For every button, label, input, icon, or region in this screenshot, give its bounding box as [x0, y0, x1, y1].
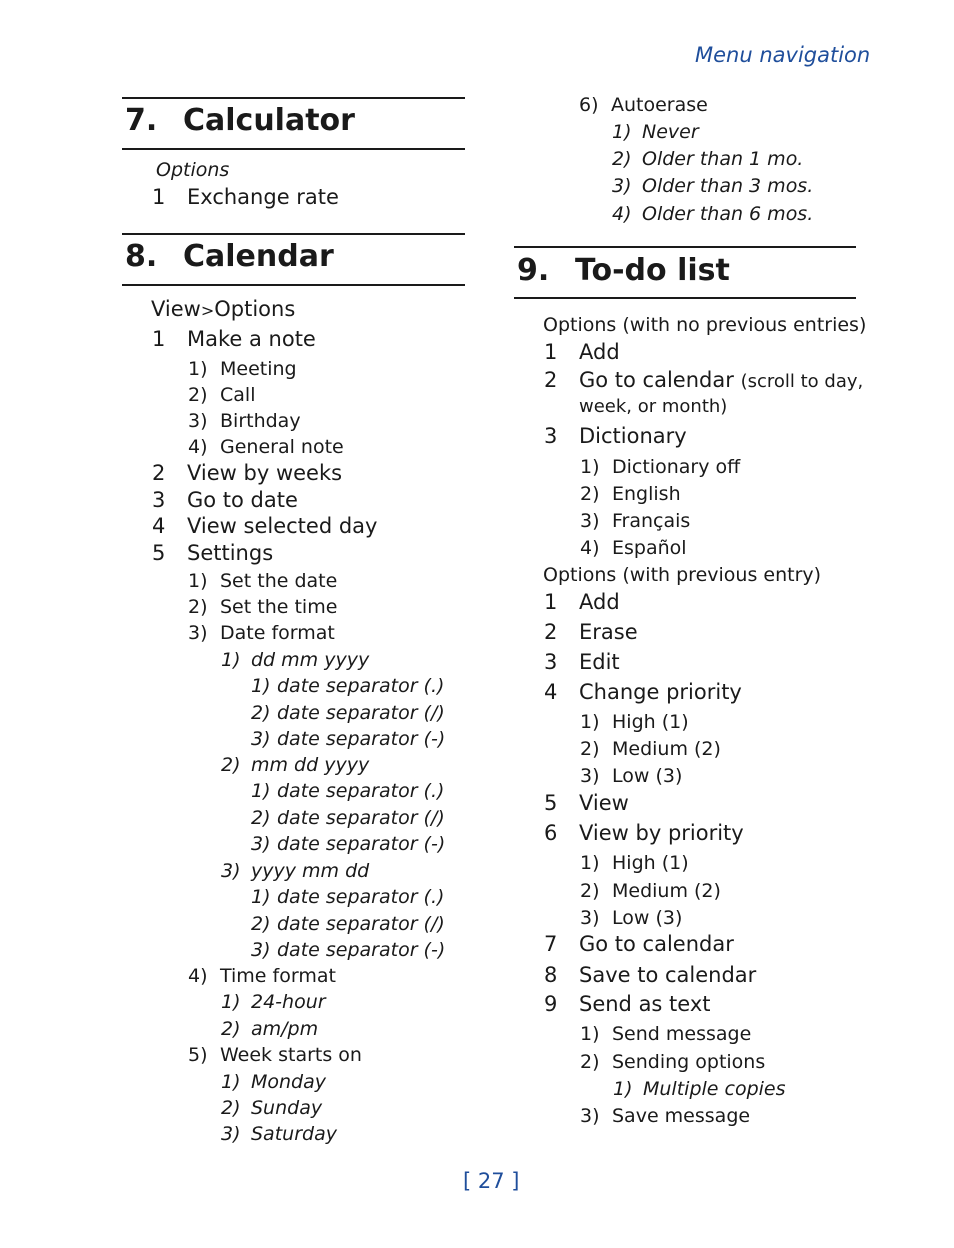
item-label: Change priority [579, 680, 742, 704]
section-heading: To-do list [575, 253, 730, 288]
item-label: date separator (/) [277, 807, 445, 829]
item-label: Save message [612, 1105, 751, 1127]
item-number: 1) [221, 649, 241, 671]
menu-item [152, 327, 316, 351]
item-number: 3) [188, 410, 208, 432]
menu-item [152, 541, 273, 565]
submenu-item [251, 886, 444, 908]
item-label: Make a note [187, 327, 316, 351]
item-label: date separator (.) [277, 675, 445, 697]
submenu-item [580, 456, 740, 478]
item-number: 4) [188, 436, 208, 458]
submenu-item [221, 991, 326, 1013]
menu-item [544, 424, 687, 448]
item-number: 1) [580, 1023, 600, 1045]
item-label: Sunday [251, 1097, 323, 1119]
menu-item [544, 590, 620, 614]
section-heading: Calculator [183, 103, 355, 138]
item-label: Send as text [579, 992, 711, 1016]
item-number: 4 [152, 514, 166, 538]
item-number: 1) [188, 570, 208, 592]
item-label: Français [612, 510, 691, 532]
submenu-item [580, 711, 689, 733]
item-number: 8 [544, 963, 558, 987]
submenu-item [580, 880, 721, 902]
item-number: 1) [251, 675, 271, 697]
item-number: 1 [544, 590, 558, 614]
item-number: 1) [580, 711, 600, 733]
path-separator: > [200, 301, 215, 320]
submenu-item [580, 1105, 750, 1127]
submenu-item [251, 675, 444, 697]
item-label: Add [579, 340, 620, 364]
item-number: 2) [580, 738, 600, 760]
item-number: 4) [580, 537, 600, 559]
menu-item [152, 461, 342, 485]
item-number: 3) [221, 860, 241, 882]
item-number: 3) [188, 622, 208, 644]
item-number: 1 [152, 327, 166, 351]
item-number: 3) [251, 833, 271, 855]
item-number: 1) [221, 991, 241, 1013]
item-number: 2) [221, 1097, 241, 1119]
item-number: 2) [580, 483, 600, 505]
item-number: 2) [188, 596, 208, 618]
submenu-item [251, 780, 444, 802]
item-label: Low (3) [612, 765, 683, 787]
submenu-item [613, 1078, 786, 1100]
item-label: date separator (-) [277, 833, 446, 855]
item-number: 3 [152, 488, 166, 512]
item-number: 4) [612, 203, 632, 225]
item-label: Sending options [612, 1051, 766, 1073]
submenu-item [251, 728, 445, 750]
rule-bottom-calculator [122, 148, 465, 150]
item-label: date separator (.) [277, 886, 445, 908]
item-label: Set the time [220, 596, 338, 618]
submenu-item [188, 358, 297, 380]
item-label: Multiple copies [643, 1078, 786, 1100]
item-number: 2) [251, 807, 271, 829]
item-number: 2 [544, 620, 558, 644]
item-label: date separator (-) [277, 939, 446, 961]
item-number: 3) [580, 510, 600, 532]
menu-item [544, 821, 744, 845]
item-number: 3 [544, 650, 558, 674]
item-label: Exchange rate [187, 185, 339, 209]
submenu-item [188, 436, 344, 458]
submenu-item [580, 510, 690, 532]
submenu-item [188, 410, 301, 432]
item-label: Set the date [220, 570, 338, 592]
item-label: date separator (.) [277, 780, 445, 802]
options-label-with-previous: Options (with previous entry) [543, 564, 822, 586]
item-label: Medium (2) [612, 880, 721, 902]
item-number: 3) [612, 175, 632, 197]
section-number: 8. [125, 239, 158, 274]
menu-item [544, 368, 863, 392]
submenu-item [251, 833, 445, 855]
item-label: Date format [220, 622, 335, 644]
item-number: 2) [221, 1018, 241, 1040]
running-header: Menu navigation [695, 43, 871, 67]
submenu-item [580, 1051, 765, 1073]
rule-bottom-todo [514, 297, 856, 299]
item-label: Meeting [220, 358, 297, 380]
item-number: 1) [188, 358, 208, 380]
menu-item [544, 650, 620, 674]
submenu-item [221, 1123, 337, 1145]
menu-item [152, 514, 377, 538]
item-label: Week starts on [220, 1044, 362, 1066]
item-label: Monday [251, 1071, 327, 1093]
submenu-item [221, 1071, 326, 1093]
page-number: [ 27 ] [463, 1169, 520, 1193]
item-label: Go to date [187, 488, 298, 512]
submenu-item [612, 121, 699, 143]
submenu-item [580, 765, 682, 787]
item-note-continued: week, or month) [579, 396, 728, 417]
section-heading: Calendar [183, 239, 334, 274]
item-number: 2 [152, 461, 166, 485]
item-label: Add [579, 590, 620, 614]
item-number: 2 [544, 368, 558, 392]
submenu-item [221, 1097, 322, 1119]
item-label: Older than 6 mos. [642, 203, 814, 225]
submenu-item [221, 1018, 318, 1040]
item-number: 3) [580, 907, 600, 929]
item-number: 1) [251, 886, 271, 908]
submenu-item [251, 913, 445, 935]
submenu-item [580, 738, 721, 760]
submenu-item [251, 939, 445, 961]
section-title-calendar [125, 239, 334, 274]
submenu-item [188, 965, 336, 987]
section-number: 9. [517, 253, 550, 288]
section-title-todo [517, 253, 730, 288]
submenu-item [188, 1044, 362, 1066]
path-part: Options [214, 297, 296, 321]
submenu-item [251, 702, 445, 724]
item-number: 2) [580, 1051, 600, 1073]
item-number: 3) [580, 765, 600, 787]
item-number: 4 [544, 680, 558, 704]
item-number: 3) [251, 939, 271, 961]
item-number: 1) [221, 1071, 241, 1093]
item-label: Saturday [251, 1123, 337, 1145]
item-number: 2) [251, 702, 271, 724]
item-number: 1 [152, 185, 166, 209]
submenu-item [580, 1023, 751, 1045]
submenu-item [580, 907, 682, 929]
item-number: 6) [579, 94, 599, 116]
item-number: 9 [544, 992, 558, 1016]
item-number: 1) [580, 852, 600, 874]
item-label: Go to calendar [579, 368, 734, 392]
submenu-item [221, 860, 369, 882]
item-label: Call [220, 384, 256, 406]
item-number: 7 [544, 932, 558, 956]
submenu-item [221, 754, 369, 776]
menu-item [544, 992, 711, 1016]
item-label: High (1) [612, 852, 689, 874]
rule-top-todo [514, 246, 856, 248]
item-note: (scroll to day, [740, 371, 864, 392]
item-number: 4) [188, 965, 208, 987]
item-label: Save to calendar [579, 963, 757, 987]
item-label: 24-hour [251, 991, 326, 1013]
path-part: View [151, 297, 201, 321]
item-label: View [579, 791, 629, 815]
menu-item [152, 185, 339, 209]
item-label: dd mm yyyy [251, 649, 370, 671]
item-label: View by priority [579, 821, 744, 845]
item-label: Birthday [220, 410, 301, 432]
submenu-item [188, 384, 255, 406]
item-label: date separator (-) [277, 728, 446, 750]
item-label: English [612, 483, 681, 505]
submenu-item [612, 203, 813, 225]
item-label: Time format [220, 965, 336, 987]
item-number: 5 [544, 791, 558, 815]
submenu-item [612, 148, 803, 170]
item-label: Settings [187, 541, 274, 565]
rule-top-calculator [122, 97, 465, 99]
item-number: 1 [544, 340, 558, 364]
item-label: General note [220, 436, 344, 458]
item-label: Autoerase [611, 94, 708, 116]
item-label: mm dd yyyy [251, 754, 370, 776]
item-number: 5) [188, 1044, 208, 1066]
menu-item [152, 488, 298, 512]
item-label: View selected day [187, 514, 378, 538]
section-number: 7. [125, 103, 158, 138]
item-number: 1) [612, 121, 632, 143]
item-label: Low (3) [612, 907, 683, 929]
item-number: 6 [544, 821, 558, 845]
item-number: 2) [251, 913, 271, 935]
item-label: Dictionary off [612, 456, 741, 478]
item-label: date separator (/) [277, 913, 445, 935]
submenu-item [188, 596, 337, 618]
item-number: 3) [221, 1123, 241, 1145]
item-label: Older than 1 mo. [642, 148, 804, 170]
menu-item [544, 791, 629, 815]
item-label: Español [612, 537, 687, 559]
item-number: 1) [580, 456, 600, 478]
item-number: 3 [544, 424, 558, 448]
item-number: 1) [613, 1078, 633, 1100]
item-label: Send message [612, 1023, 752, 1045]
rule-top-calendar [122, 233, 465, 235]
options-label-no-previous: Options (with no previous entries) [543, 314, 867, 336]
submenu-item [580, 537, 687, 559]
item-number: 1) [251, 780, 271, 802]
item-label: Go to calendar [579, 932, 734, 956]
item-label: yyyy mm dd [251, 860, 370, 882]
menu-item [544, 963, 756, 987]
submenu-item [580, 852, 689, 874]
item-label: Medium (2) [612, 738, 721, 760]
submenu-item [221, 649, 369, 671]
item-label: View by weeks [187, 461, 343, 485]
menu-item [544, 932, 734, 956]
section-title-calculator [125, 103, 355, 138]
item-number: 2) [188, 384, 208, 406]
item-label: Dictionary [579, 424, 687, 448]
submenu-item [188, 570, 337, 592]
item-label: date separator (/) [277, 702, 445, 724]
menu-item [544, 340, 620, 364]
menu-item [544, 680, 742, 704]
menu-path [151, 297, 295, 321]
item-number: 2) [221, 754, 241, 776]
item-number: 3) [580, 1105, 600, 1127]
item-number: 5 [152, 541, 166, 565]
item-label: Erase [579, 620, 638, 644]
rule-bottom-calendar [122, 284, 465, 286]
item-label: am/pm [251, 1018, 319, 1040]
item-label: Never [642, 121, 699, 143]
submenu-item [188, 622, 335, 644]
submenu-item [579, 94, 708, 116]
item-label: Edit [579, 650, 620, 674]
submenu-item [580, 483, 681, 505]
options-label: Options [156, 159, 230, 181]
menu-item [544, 620, 638, 644]
item-label: High (1) [612, 711, 689, 733]
item-number: 2) [612, 148, 632, 170]
submenu-item [612, 175, 813, 197]
item-number: 3) [251, 728, 271, 750]
item-number: 2) [580, 880, 600, 902]
submenu-item [251, 807, 445, 829]
item-label: Older than 3 mos. [642, 175, 814, 197]
